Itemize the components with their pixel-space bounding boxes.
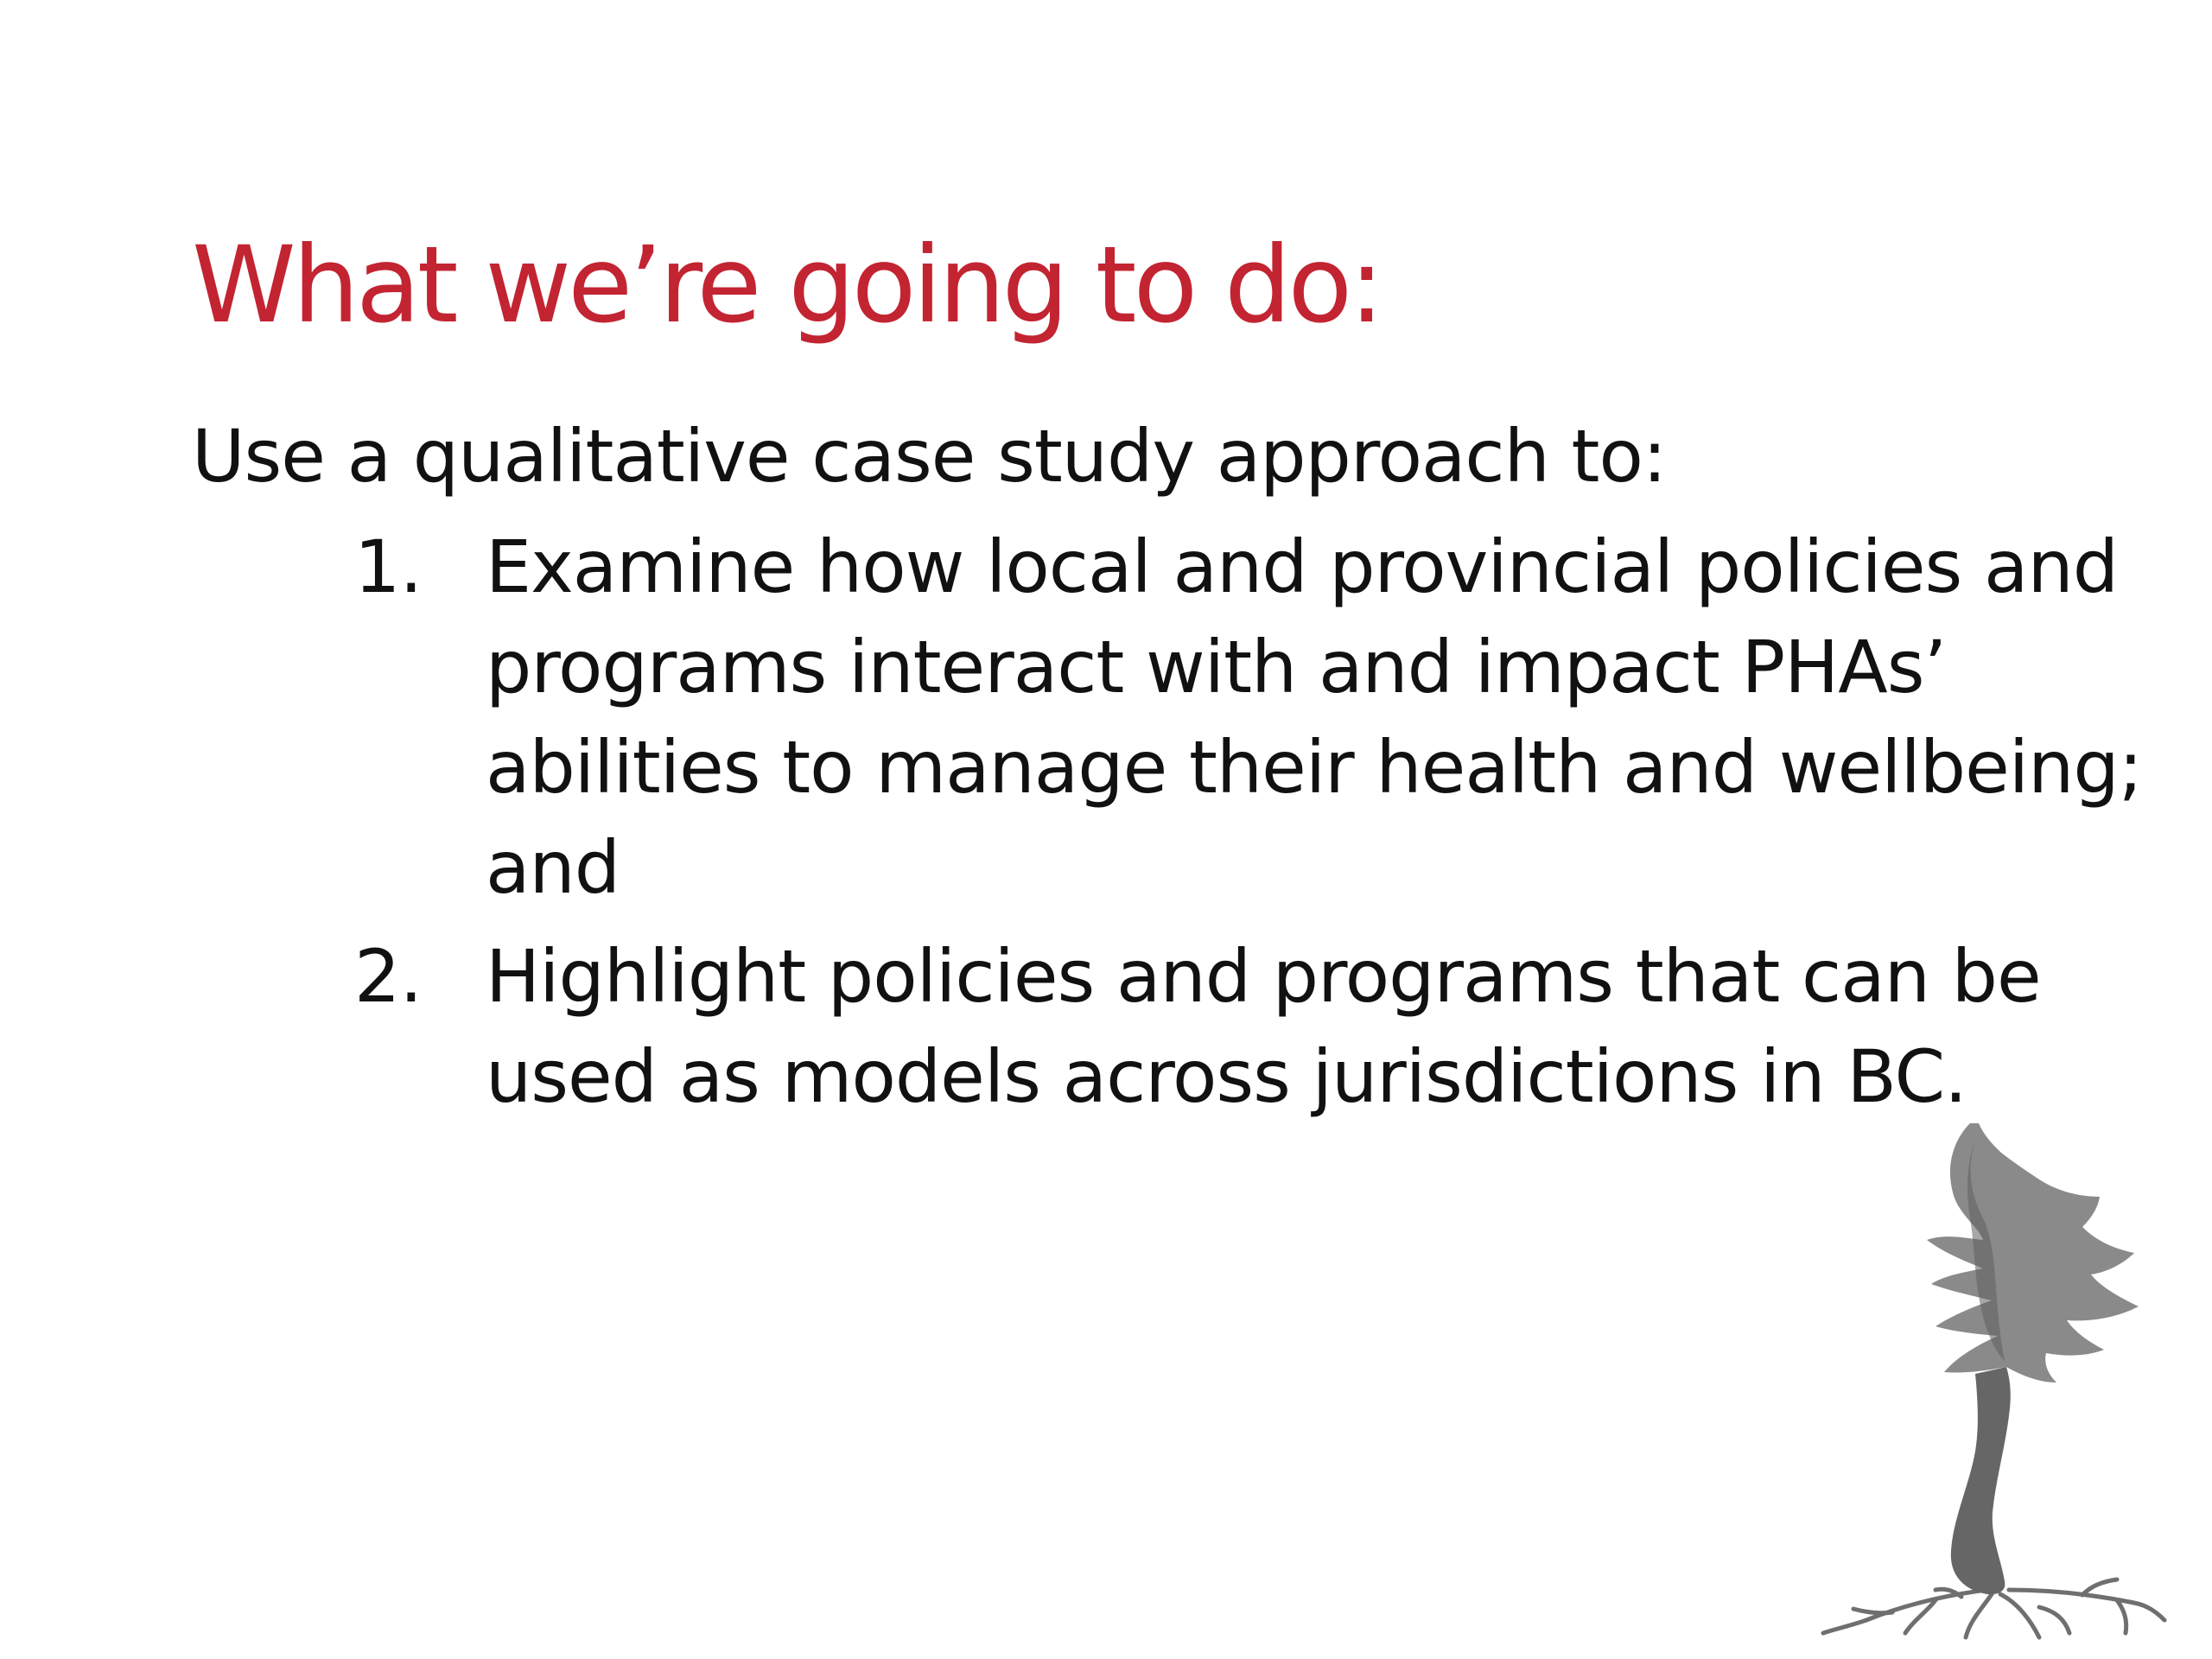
list-item — [354, 926, 2100, 1127]
step-number: 1. — [354, 524, 423, 609]
step-text: Examine how local and provincial policies and programs interact with and impact PHAs’ abilities to manage their health and wellbeing; and — [486, 524, 2142, 910]
intro-text: Use a qualitative case study approach to: — [192, 414, 1667, 499]
step-text: Highlight policies and programs that can be used as models across jurisdictions in BC. — [486, 934, 2041, 1119]
slide-title: What we’re going to do: — [192, 224, 1382, 346]
list-item — [354, 517, 2142, 918]
tree-foliage — [1927, 1123, 2139, 1382]
tree-trunk — [1951, 1367, 2011, 1594]
steps-list — [354, 517, 2142, 1135]
step-number: 2. — [354, 934, 423, 1019]
windswept-tree-icon — [1806, 1123, 2186, 1642]
